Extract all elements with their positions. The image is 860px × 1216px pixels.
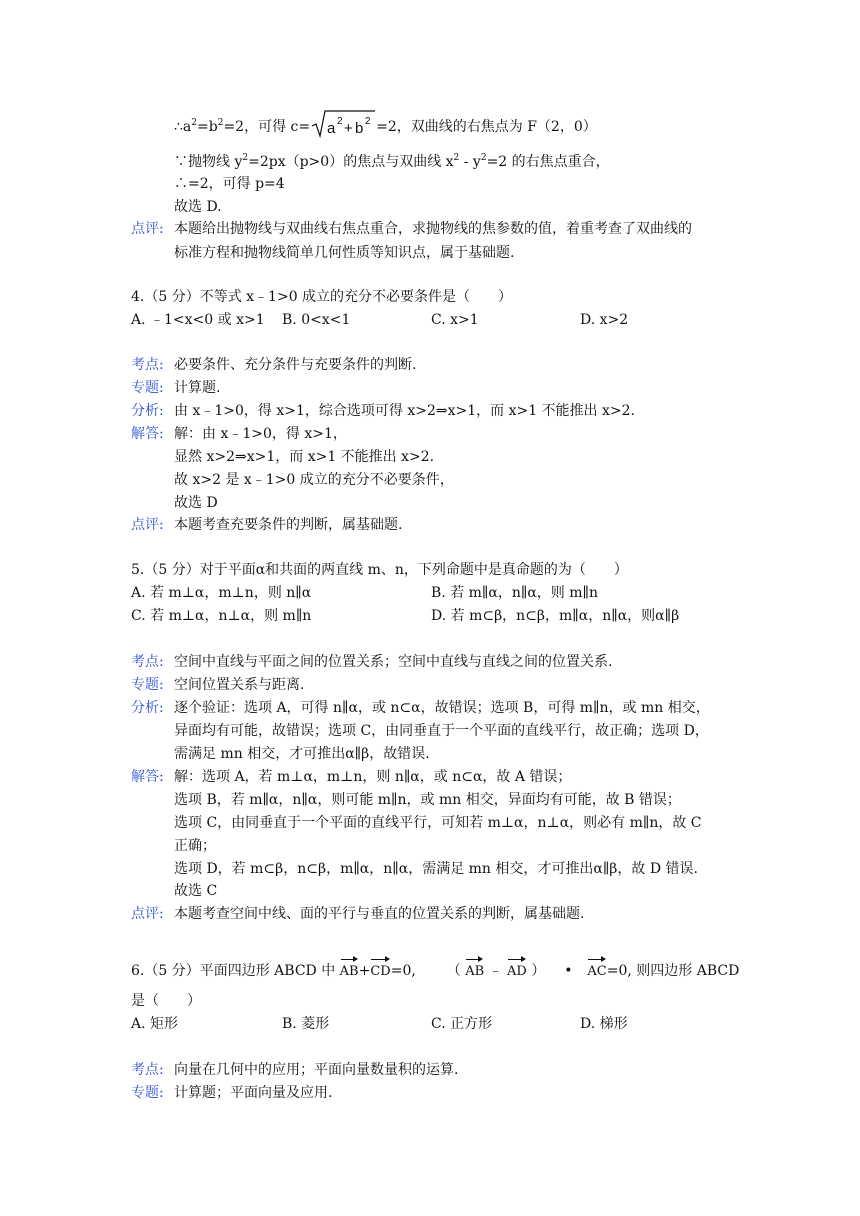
svg-text:2: 2 (337, 116, 343, 127)
q5-zhuanti-tag: 专题: (131, 677, 164, 693)
q5-jieda-tag: 解答: (131, 769, 164, 785)
q4-review-tag: 点评: (131, 517, 164, 533)
q4-option-c: C. x>1 (431, 312, 479, 328)
q6-option-c: C. 正方形 (431, 1016, 493, 1032)
svg-text:a: a (327, 120, 336, 137)
q5-jieda-2: 选项 B，若 m∥α，n∥α，则可能 m∥n，或 mn 相交，异面均有可能，故 B 错误； (174, 792, 681, 808)
q5-review-tag: 点评: (131, 906, 164, 922)
q6-kaodian-tag: 考点: (131, 1062, 164, 1078)
vector-ac: AC (587, 958, 606, 982)
q4-jieda-2: 显然 x>2⇒x>1，而 x>1 不能推出 x>2. (174, 449, 435, 465)
q6-stem-line1: 6.（5 分）平面四边形 ABCD 中 AB+CD=0, （ AB ﹣ AD ） • AC=0, 则四边形 ABCD (131, 958, 739, 982)
q5-jieda-5: 选项 D，若 m⊂β，n⊂β，m∥α，n∥α，需满足 mn 相交，才可推出α∥β，故 D 错误. (174, 861, 698, 877)
q4-option-b: B. 0<x<1 (282, 312, 351, 328)
q4-jieda-3: 故 x>2 是 x﹣1>0 成立的充分不必要条件， (174, 472, 454, 488)
q5-option-b: B. 若 m∥α，n∥α，则 m∥n (431, 585, 598, 601)
q4-stem: 4.（5 分）不等式 x﹣1>0 成立的充分不必要条件是（ ） (131, 289, 513, 305)
q5-jieda-6: 故选 C (174, 883, 218, 899)
q4-fenxi: 由 x﹣1>0，得 x>1，综合选项可得 x>2⇒x>1，而 x>1 不能推出 x>2. (174, 403, 635, 419)
svg-text:b: b (355, 120, 364, 137)
sqrt-expression (310, 115, 376, 139)
q6-stem-line2: 是（ ） (131, 993, 201, 1009)
q6-option-b: B. 菱形 (282, 1016, 330, 1032)
q5-review: 本题考查空间中线、面的平行与垂直的位置关系的判断，属基础题. (174, 906, 585, 922)
q5-kaodian: 空间中直线与平面之间的位置关系；空间中直线与直线之间的位置关系. (174, 654, 613, 670)
q5-option-c: C. 若 m⊥α，n⊥α，则 m∥n (131, 608, 312, 624)
vector-cd: CD (370, 958, 390, 982)
sol3-line1: $\therefore a^2=b^2=2$，可得 c= a 2 + b 2 =2，双曲线的右焦点为 F（2，0） (174, 115, 597, 139)
q5-kaodian-tag: 考点: (131, 654, 164, 670)
vector-ad: AD (507, 958, 527, 982)
q5-jieda-3: 选项 C，由同垂直于一个平面的直线平行，可知若 m⊥α，n⊥α，则必有 m∥n，故 C (174, 815, 702, 831)
sol3-review-2: 标准方程和抛物线简单几何性质等知识点，属于基础题. (174, 245, 515, 261)
q4-option-d: D. x>2 (580, 312, 629, 328)
svg-text:2: 2 (365, 116, 371, 127)
sol3-line3: ∴=2，可得 p=4 (174, 176, 285, 192)
q6-option-a: A. 矩形 (131, 1016, 179, 1032)
q4-review: 本题考查充要条件的判断，属基础题. (174, 517, 403, 533)
sol3-review-1: 本题给出抛物线与双曲线右焦点重合，求抛物线的焦参数的值，着重考查了双曲线的 (174, 221, 692, 237)
vector-ab: AB (340, 958, 359, 982)
q6-option-d: D. 梯形 (580, 1016, 628, 1032)
q5-fenxi-tag: 分析: (131, 700, 164, 716)
q6-zhuanti: 计算题；平面向量及应用. (174, 1085, 333, 1101)
q6-zhuanti-tag: 专题: (131, 1085, 164, 1101)
q5-jieda-4: 正确； (174, 838, 216, 854)
q5-stem: 5.（5 分）对于平面α和共面的两直线 m、n，下列命题中是真命题的为（ ） (131, 562, 628, 578)
sol3-line2: ∵抛物线 $y^2=2px(p>0)$的焦点与双曲线 $x^2 - y^2=2$ 的右焦点重合， (174, 153, 610, 170)
q4-zhuanti-tag: 专题: (131, 380, 164, 396)
svg-text:+: + (344, 120, 353, 137)
q4-zhuanti: 计算题. (174, 380, 221, 396)
q5-option-d: D. 若 m⊂β，n⊂β，m∥α，n∥α，则α∥β (431, 608, 680, 624)
q5-zhuanti: 空间位置关系与距离. (174, 677, 305, 693)
q5-option-a: A. 若 m⊥α，m⊥n，则 n∥α (131, 585, 312, 601)
q4-jieda-tag: 解答: (131, 426, 164, 442)
q4-option-a: A. ﹣1<x<0 或 x>1 (131, 312, 265, 328)
q6-kaodian: 向量在几何中的应用；平面向量数量积的运算. (174, 1062, 459, 1078)
q5-fenxi-3: 需满足 mn 相交，才可推出α∥β，故错误. (174, 746, 430, 762)
vector-ab-2: AB (465, 958, 484, 982)
q4-jieda-4: 故选 D (174, 495, 218, 511)
q4-fenxi-tag: 分析: (131, 403, 164, 419)
q4-jieda-1: 解：由 x﹣1>0，得 x>1， (174, 426, 347, 442)
q4-kaodian-tag: 考点: (131, 357, 164, 373)
sol3-review-tag: 点评: (131, 221, 164, 237)
sol3-line4: 故选 D. (174, 199, 222, 215)
q5-fenxi-1: 逐个验证：选项 A，可得 n∥α，或 n⊂α，故错误；选项 B，可得 m∥n，或 mn 相交， (174, 700, 710, 716)
q5-fenxi-2: 异面均有可能，故错误；选项 C，由同垂直于一个平面的直线平行，故正确；选项 D， (174, 723, 709, 739)
q5-jieda-1: 解：选项 A，若 m⊥α，m⊥n，则 n∥α，或 n⊂α，故 A 错误； (174, 769, 572, 785)
q4-kaodian: 必要条件、充分条件与充要条件的判断. (174, 357, 417, 373)
